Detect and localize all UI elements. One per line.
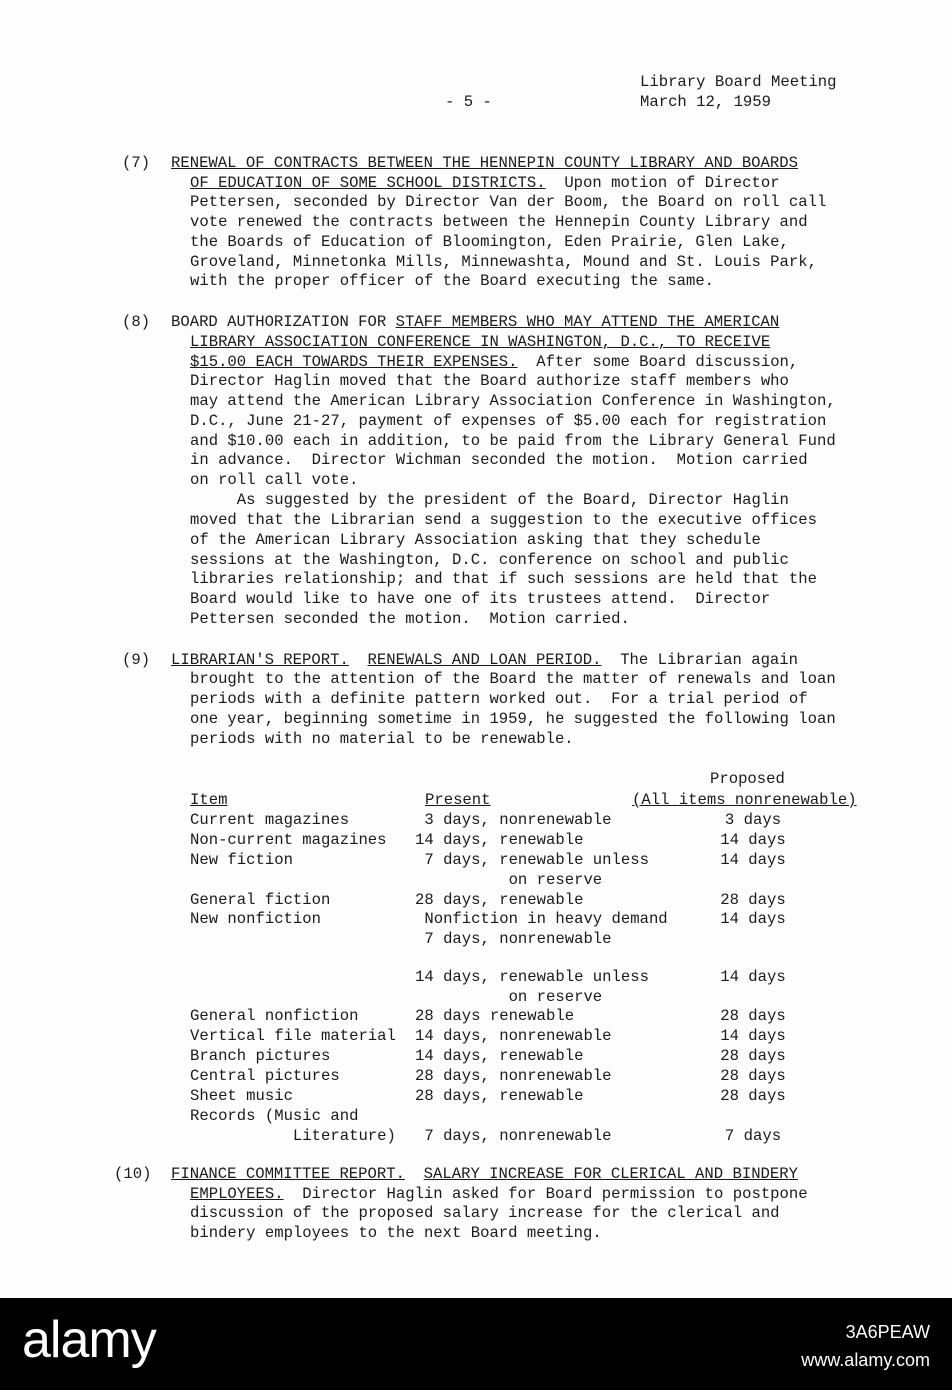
image-id: 3A6PEAW bbox=[845, 1322, 930, 1342]
meeting-title: Library Board Meeting bbox=[640, 73, 837, 91]
table-cell-proposed: 14 days bbox=[720, 968, 786, 986]
table-cell-item: New fiction bbox=[190, 851, 293, 869]
item-10-heading-b: SALARY INCREASE FOR CLERICAL AND BINDERY bbox=[423, 1165, 798, 1183]
table-cell-present: 14 days, renewable bbox=[415, 1047, 584, 1065]
table-cell-item: Sheet music bbox=[190, 1087, 293, 1105]
footer-url: www.alamy.com bbox=[801, 1350, 930, 1370]
table-cell-present: 14 days, renewable bbox=[415, 831, 584, 849]
item-8-line3 bbox=[190, 352, 798, 372]
item-9-heading bbox=[171, 650, 798, 670]
table-cell-item: Records (Music and Literature) bbox=[190, 1107, 396, 1145]
table-cell-item: Branch pictures bbox=[190, 1047, 331, 1065]
item-8-heading-u1: STAFF MEMBERS WHO MAY ATTEND THE AMERICAN bbox=[395, 313, 780, 331]
table-cell-proposed: 28 days bbox=[720, 1087, 786, 1105]
item-7-line2 bbox=[190, 173, 780, 193]
table-cell-proposed: 14 days bbox=[720, 910, 786, 928]
item-7-number: (7) bbox=[122, 154, 151, 172]
item-8-heading-u3: $15.00 EACH TOWARDS THEIR EXPENSES. bbox=[190, 353, 518, 371]
item-8-heading-line1 bbox=[171, 312, 779, 332]
table-cell-proposed: 28 days bbox=[720, 891, 786, 909]
table-cell-item: New nonfiction bbox=[190, 910, 322, 928]
table-cell-item: Current magazines bbox=[190, 811, 350, 829]
table-cell-proposed: 14 days bbox=[720, 831, 786, 849]
table-cell-present: 28 days, renewable bbox=[415, 891, 584, 909]
table-cell-present: 7 days, renewable unless on reserve bbox=[424, 851, 649, 889]
meeting-date: March 12, 1959 bbox=[640, 93, 772, 111]
item-10-heading-a: FINANCE COMMITTEE REPORT. bbox=[171, 1165, 405, 1183]
item-8-line3-rest: After some Board discussion, bbox=[517, 353, 799, 371]
col-proposed-top: Proposed bbox=[710, 770, 785, 788]
item-10-heading-line2: EMPLOYEES. bbox=[190, 1185, 284, 1203]
item-10-line2 bbox=[190, 1184, 808, 1204]
item-9-heading-a: LIBRARIAN'S REPORT. bbox=[171, 651, 349, 669]
item-10-line2-rest: Director Haglin asked for Board permission to postpone bbox=[283, 1185, 808, 1203]
item-10-heading-line1 bbox=[171, 1164, 798, 1184]
item-9-number: (9) bbox=[122, 651, 151, 669]
item-8-body: Director Haglin moved that the Board authorize staff members who may attend the American Library Association Conference in Washington, D.C., June 21-27, payment of expenses of $5.00 each for registration and $10.00 each in addition, to be paid from the Library General Fund in advance. Director Wichman seconded the motion. Motion carried on roll call vote. As suggested by the president of the Board, Director Haglin moved that the Librarian send a suggestion to the executive offices of the American Library Association asking that they schedule sessions at the Washington, D.C. conference on school and public libraries relationship; and that if such sessions are held that the Board would like to have one of its trustees attend. Director Pettersen seconded the motion. Motion carried. bbox=[190, 372, 836, 629]
item-7-body: Pettersen, seconded by Director Van der Boom, the Board on roll call vote renewed the contracts between the Hennepin County Library and the Boards of Education of Bloomington, Eden Prairie, Glen Lake, Groveland, Minnetonka Mills, Minnewashta, Mound and St. Louis Park, with the proper officer of the Board executing the same. bbox=[190, 193, 827, 291]
col-present-header: Present bbox=[425, 791, 491, 809]
table-cell-present: 14 days, renewable unless on reserve bbox=[415, 968, 649, 1006]
table-cell-proposed: 28 days bbox=[720, 1067, 786, 1085]
table-cell-present: Nonfiction in heavy demand 7 days, nonrenewable bbox=[424, 910, 668, 948]
table-cell-proposed: 28 days bbox=[720, 1047, 786, 1065]
table-cell-item: Vertical file material bbox=[190, 1027, 396, 1045]
page-number: - 5 - bbox=[445, 93, 492, 111]
table-cell-proposed: 28 days bbox=[720, 1007, 786, 1025]
item-10-body: discussion of the proposed salary increase for the clerical and bindery employees to the next Board meeting. bbox=[190, 1204, 780, 1242]
table-cell-proposed: 7 days bbox=[724, 1127, 782, 1145]
table-cell-item: Non-current magazines bbox=[190, 831, 387, 849]
item-8-number: (8) bbox=[122, 313, 151, 331]
table-cell-present: 14 days, nonrenewable bbox=[415, 1027, 612, 1045]
item-9-heading-b: RENEWALS AND LOAN PERIOD. bbox=[367, 651, 602, 669]
table-cell-present: 7 days, nonrenewable bbox=[424, 1127, 612, 1145]
col-item-header: Item bbox=[190, 791, 228, 809]
col-proposed-header: (All items nonrenewable) bbox=[632, 791, 857, 809]
item-10-number: (10) bbox=[114, 1165, 152, 1183]
item-7-line2-rest: Upon motion of Director bbox=[545, 174, 780, 192]
item-8-heading-prefix: BOARD AUTHORIZATION FOR bbox=[171, 313, 396, 331]
table-cell-item: Central pictures bbox=[190, 1067, 340, 1085]
table-cell-proposed: 3 days bbox=[724, 811, 782, 829]
table-cell-present: 3 days, nonrenewable bbox=[415, 811, 612, 829]
table-cell-item: General fiction bbox=[190, 891, 331, 909]
table-cell-item: General nonfiction bbox=[190, 1007, 359, 1025]
table-cell-proposed: 14 days bbox=[720, 1027, 786, 1045]
table-cell-present: 28 days, nonrenewable bbox=[415, 1067, 612, 1085]
table-cell-present: 28 days renewable bbox=[415, 1007, 575, 1025]
alamy-logo: alamy bbox=[22, 1311, 156, 1369]
stock-footer bbox=[0, 1298, 952, 1390]
item-8-heading-line2: LIBRARY ASSOCIATION CONFERENCE IN WASHINGTON, D.C., TO RECEIVE bbox=[190, 333, 771, 351]
item-9-line1-rest: The Librarian again bbox=[601, 651, 798, 669]
item-9-body: brought to the attention of the Board the matter of renewals and loan periods with a definite pattern worked out. For a trial period of one year, beginning sometime in 1959, he suggested the following loan periods with no material to be renewable. bbox=[190, 670, 836, 748]
item-7-heading-line2: OF EDUCATION OF SOME SCHOOL DISTRICTS. bbox=[190, 174, 546, 192]
table-cell-present: 28 days, renewable bbox=[415, 1087, 584, 1105]
table-cell-proposed: 14 days bbox=[720, 851, 786, 869]
item-7-heading-line1: RENEWAL OF CONTRACTS BETWEEN THE HENNEPIN COUNTY LIBRARY AND BOARDS bbox=[171, 154, 798, 172]
